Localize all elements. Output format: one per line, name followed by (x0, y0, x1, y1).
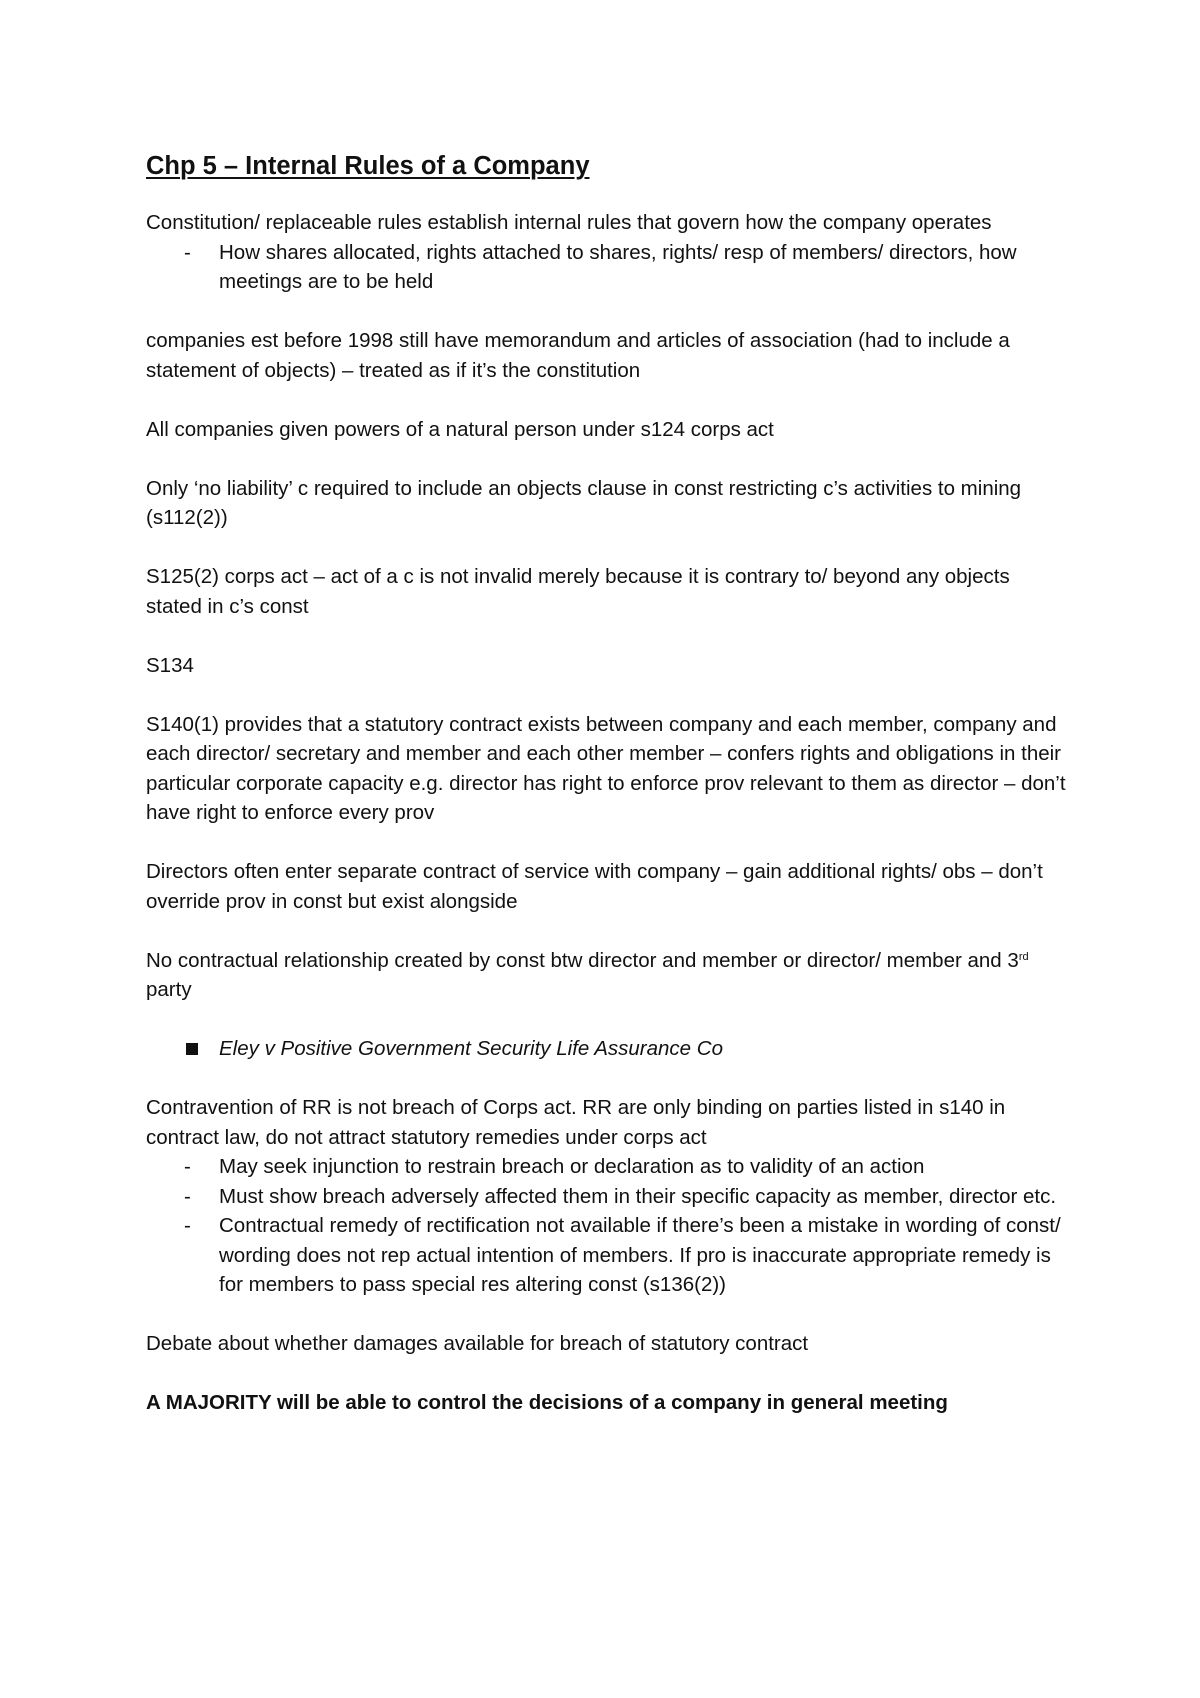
superscript: rd (1018, 950, 1029, 963)
paragraph-constitution: Constitution/ replaceable rules establish internal rules that govern how the company operates (146, 211, 992, 234)
paragraph-no-liability: Only ‘no liability’ c required to include an objects clause in const restricting c’s activities to mining (s112(2)) (146, 476, 1022, 529)
paragraph-natural-person: All companies given powers of a natural person under s124 corps act (146, 417, 774, 441)
paragraph-s125: S125(2) corps act – act of a c is not invalid merely because it is contrary to/ beyond any objects stated in c’s const (146, 565, 1010, 618)
dash-list-2 (146, 1152, 1071, 1300)
page-title: Chp 5 – Internal Rules of a Company (146, 152, 590, 180)
paragraph-pre-1998: companies est before 1998 still have memorandum and articles of association (had to include a statement of objects) – treated as if it’s the constitution (146, 329, 1010, 382)
paragraph-damages-debate: Debate about whether damages available for breach of statutory contract (146, 1332, 809, 1355)
paragraph-s134: S134 (146, 653, 194, 677)
list-item: - Must show breach adversely affected them in their specific capacity as member, director etc. (146, 1182, 1071, 1212)
paragraph-text: No contractual relationship created by const btw director and member or director/ member and 3 (146, 948, 1019, 972)
case-citation (146, 1034, 1071, 1064)
paragraph-majority (146, 1388, 1071, 1418)
paragraph-s140: S140(1) provides that a statutory contract exists between company and each member, company and each director/ secretary and member and each other member – confers rights and obligations in their particular corporate capacity e.g. director has right to enforce prov relevant to them as director – don’t have right to enforce every prov (146, 712, 1066, 824)
square-bullet-icon (186, 1043, 198, 1055)
paragraph-directors-contract: Directors often enter separate contract of service with company – gain additional rights/ obs – don’t override prov in const but exist alongside (146, 860, 1043, 913)
list-item: - May seek injunction to restrain breach or declaration as to validity of an action (146, 1152, 1071, 1182)
case-name: Eley v Positive Government Security Life Assurance Co (219, 1037, 723, 1060)
paragraph-text: party (146, 978, 192, 1001)
paragraph-contravention: Contravention of RR is not breach of Corps act. RR are only binding on parties listed in s140 in contract law, do not attract statutory remedies under corps act (146, 1096, 1006, 1149)
list-item: - How shares allocated, rights attached to shares, rights/ resp of members/ directors, how meetings are to be held (146, 238, 1071, 297)
dash-list-1 (146, 238, 1071, 297)
document-page (146, 150, 1071, 1418)
list-item: - Contractual remedy of rectification not available if there’s been a mistake in wording of const/ wording does not rep actual intention of members. If pro is inaccurate appropriate remedy is for members to pass special res altering const (s136(2)) (146, 1211, 1071, 1300)
bold-text: A MAJORITY will be able to control the decisions of a company in general meeting (146, 1391, 948, 1414)
paragraph-no-contractual-relationship (146, 946, 1071, 1005)
